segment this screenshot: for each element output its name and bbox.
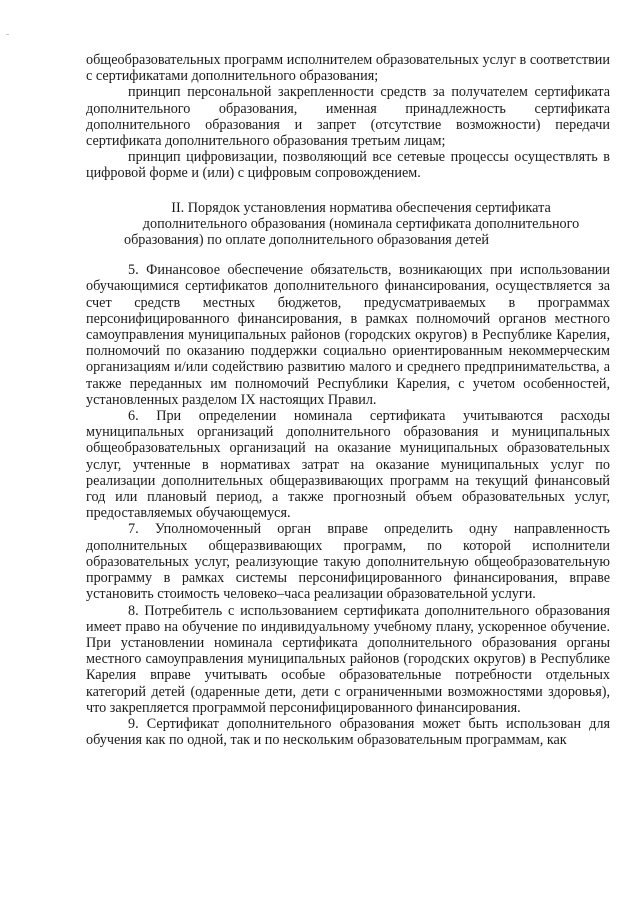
scan-dot: [6, 34, 9, 35]
paragraph-item-5: 5. Финансовое обеспечение обязательств, возникающих при использовании обучающимися сертификатов дополнительного финансирования, осуществляется за счет средств местных бюджетов, предусматриваемых в программах персонифицированного финансирования, в рамках полномочий органов местного самоуправления муниципальных районов (городских округов) в Республике Карелия, полномочий по оказанию поддержки социально ориентированным некоммерческим организациям и/или содействию развитию малого и среднего предпринимательства, а также переданных им полномочий Республики Карелия, с учетом особенностей, установленных разделом IX настоящих Правил.: [86, 262, 610, 408]
paragraph-item-8: 8. Потребитель с использованием сертификата дополнительного образования имеет право на обучение по индивидуальному учебному плану, ускоренное обучение. При установлении номинала сертификата дополнительного образования органы местного самоуправления муниципальных районов (городских округов) в Республике Карелия вправе учитывать особые образовательные потребности отдельных категорий детей (одаренные дети, дети с ограниченными возможностями здоровья), что закрепляется программой персонифицированного финансирования.: [86, 602, 610, 716]
paragraph-intro-continued: общеобразовательных программ исполнителем образовательных услуг в соответствии с сертификатами дополнительного образования;: [86, 52, 610, 85]
paragraph-item-6: 6. При определении номинала сертификата учитываются расходы муниципальных организаций дополнительного образования и муниципальных общеобразовательных организаций на оказание муниципальных образовательных услуг, учтенные в нормативах затрат на оказание муниципальных услуг по реализации дополнительных общеразвивающих программ на текущий финансовый год или плановый период, а также прогнозный объем образовательных услуг, предоставляемых обучающемуся.: [86, 408, 610, 522]
document-body: [86, 52, 610, 748]
section-heading-2: II. Порядок установления норматива обеспечения сертификата дополнительного образования (номинала сертификата дополнительного образования) по оплате дополнительного образования детей: [124, 199, 580, 249]
paragraph-item-9: 9. Сертификат дополнительного образования может быть использован для обучения как по одной, так и по нескольким образовательным программам, как: [86, 715, 610, 749]
paragraph-principle-digitalization: принцип цифровизации, позволяющий все сетевые процессы осуществлять в цифровой форме и (или) с цифровым сопровождением.: [86, 149, 610, 182]
paragraph-item-7: 7. Уполномоченный орган вправе определить одну направленность дополнительных общеразвивающих программ, по которой исполнители образовательных услуг, реализующие такую дополнительную общеобразовательную программу в рамках системы персонифицированного финансирования, вправе установить стоимость человеко–часа реализации образовательной услуги.: [86, 521, 610, 603]
paragraph-principle-personal-assignment: принцип персональной закрепленности средств за получателем сертификата дополнительного образования, именная принадлежность сертификата дополнительного образования и запрет (отсутствие возможности) передачи сертификата дополнительного образования третьим лицам;: [86, 84, 610, 150]
